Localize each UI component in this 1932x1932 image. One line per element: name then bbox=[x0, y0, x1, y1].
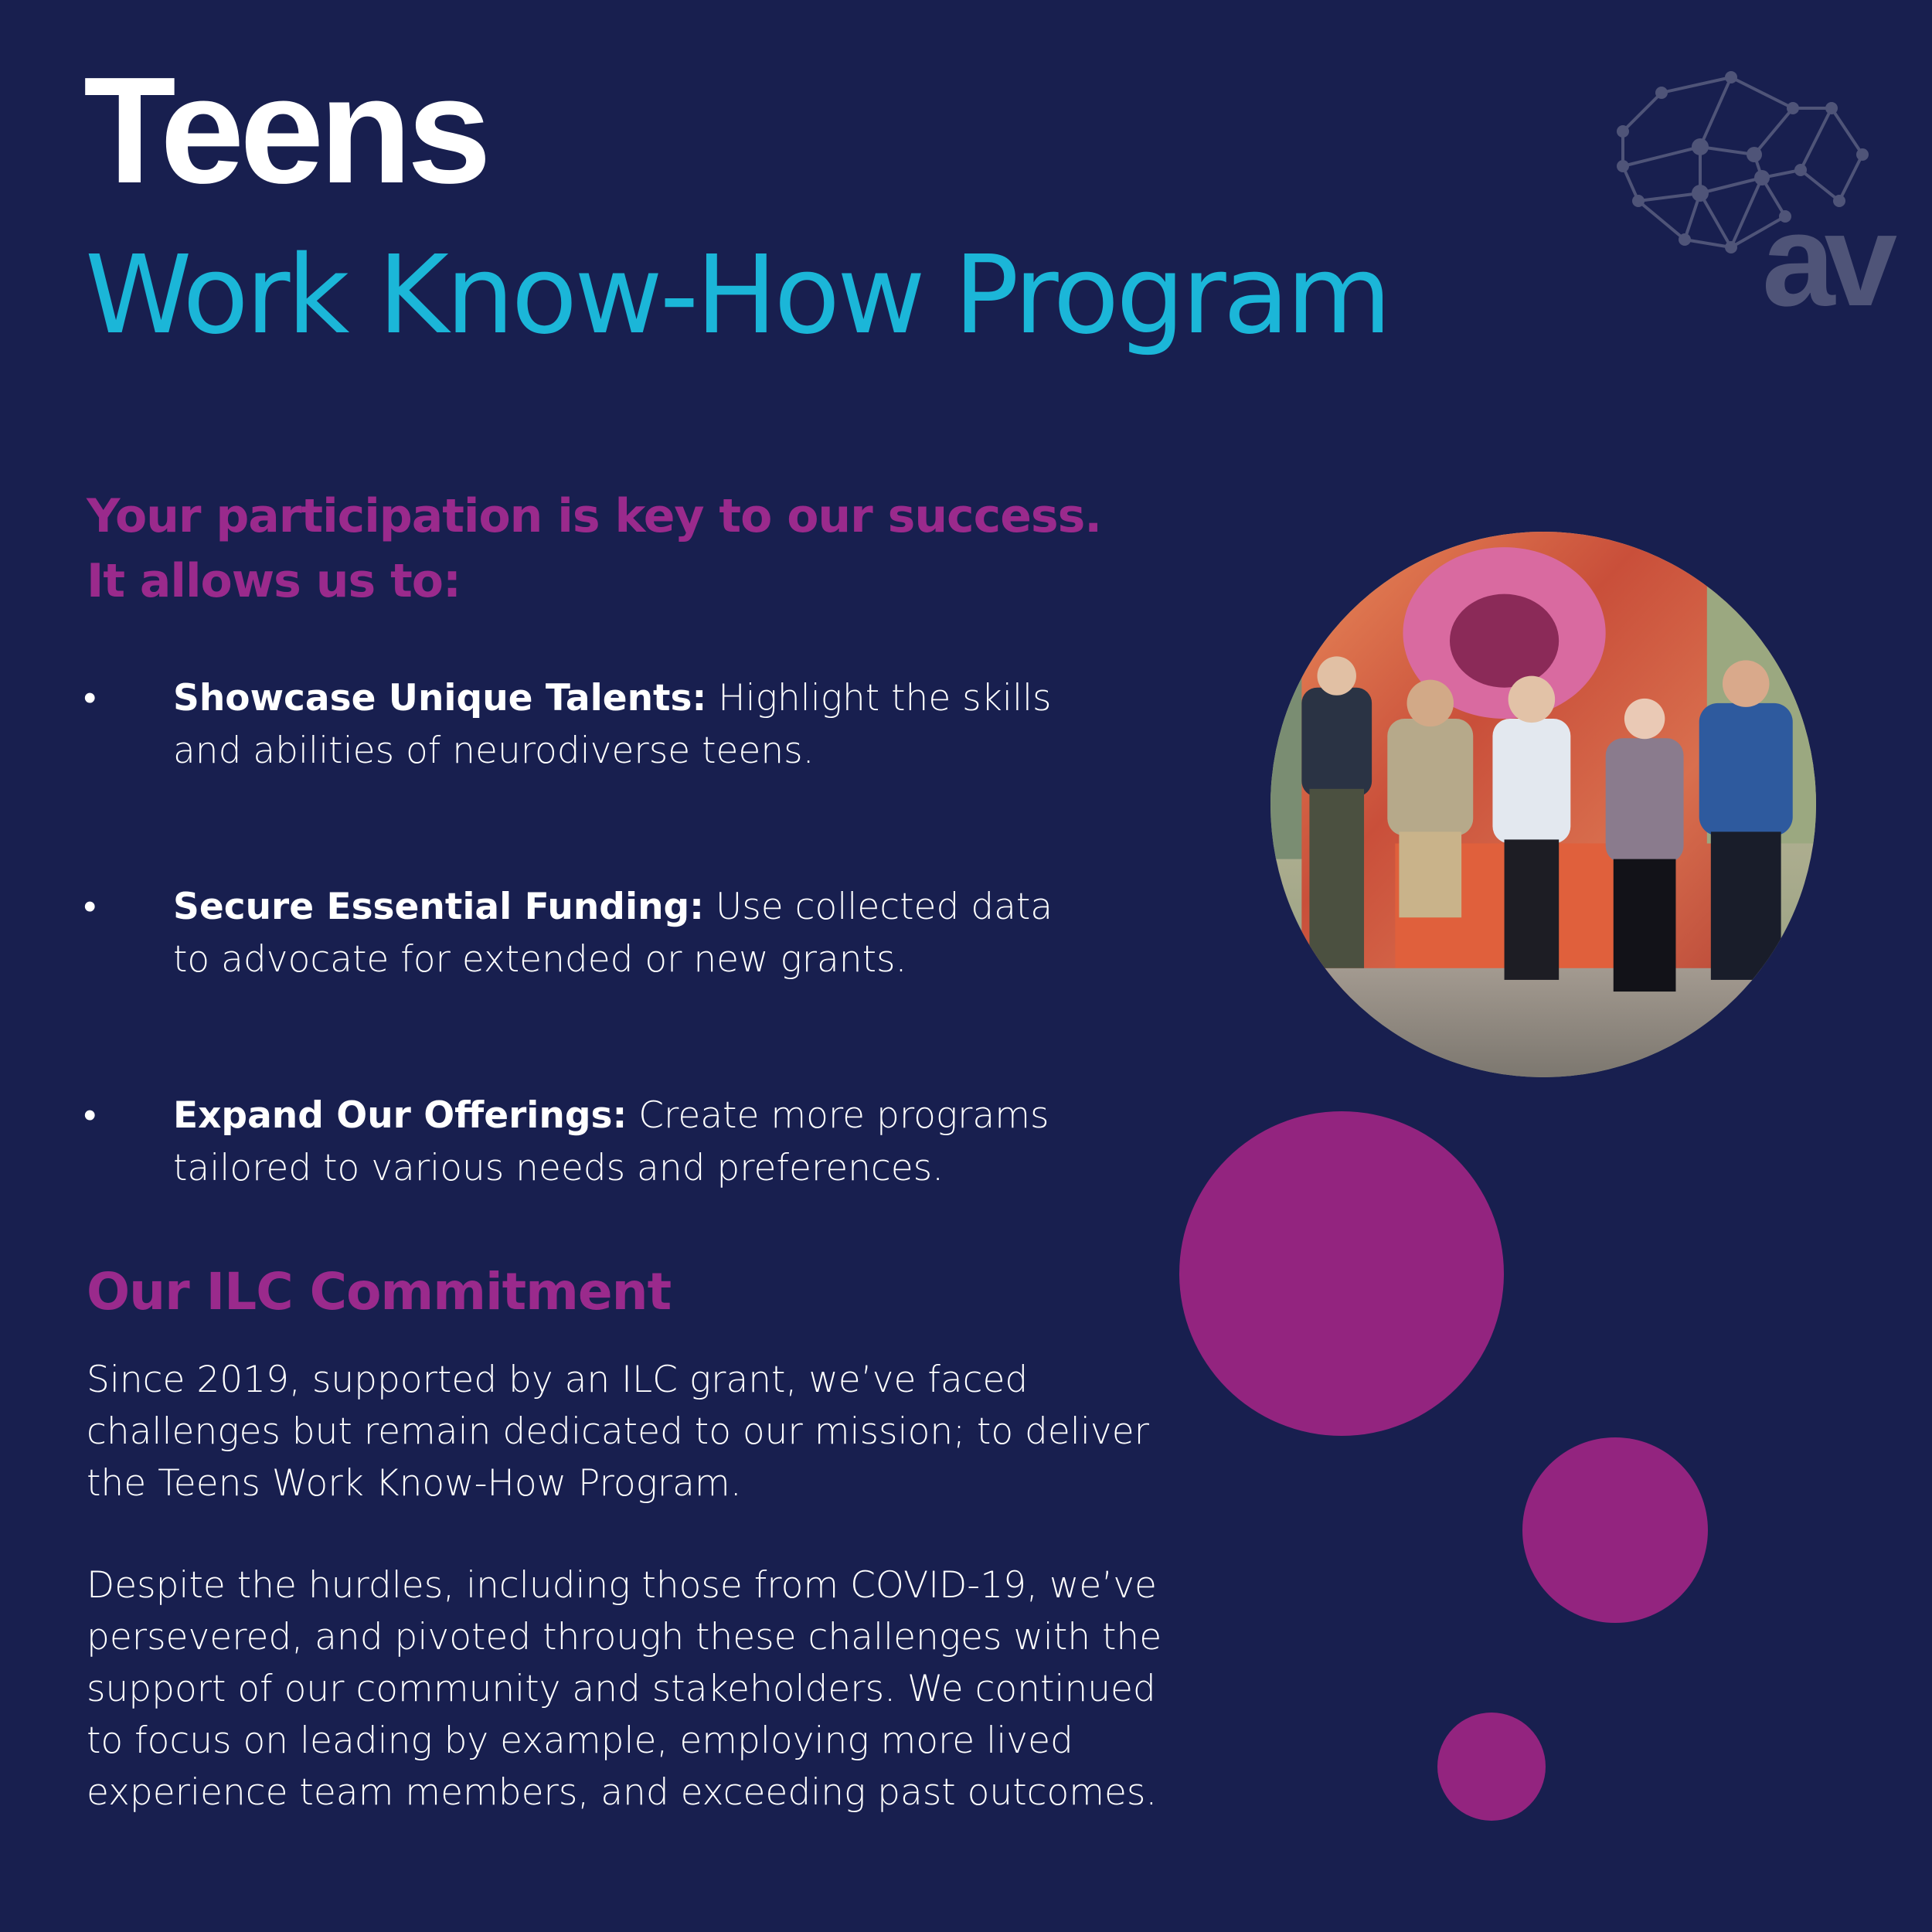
decorative-circle-small bbox=[1437, 1713, 1546, 1821]
intro-heading bbox=[87, 484, 1101, 614]
list-item bbox=[83, 672, 1052, 777]
paragraph-line: challenges but remain dedicated to our mission; to deliver bbox=[87, 1410, 1149, 1453]
bullet-text: Create more programs bbox=[627, 1094, 1049, 1137]
bullet-text: Highlight the skills bbox=[706, 677, 1052, 719]
commitment-paragraph-1 bbox=[87, 1354, 1168, 1509]
paragraph-line: the Teens Work Know-How Program. bbox=[87, 1462, 742, 1505]
bullet-lead: Showcase Unique Talents: bbox=[173, 677, 707, 719]
bullet-icon: • bbox=[83, 677, 97, 719]
decorative-circle-large bbox=[1179, 1111, 1504, 1436]
paragraph-line: Since 2019, supported by an ILC grant, we’ve faced bbox=[87, 1359, 1029, 1401]
benefits-list bbox=[83, 672, 1053, 1298]
bullet-icon: • bbox=[83, 1094, 97, 1137]
team-photo bbox=[1270, 532, 1816, 1077]
av-logo bbox=[1607, 62, 1917, 317]
commitment-paragraph-2 bbox=[87, 1560, 1168, 1818]
paragraph-line: persevered, and pivoted through these challenges with the bbox=[87, 1616, 1162, 1658]
intro-heading-line-1: Your participation is key to our success. bbox=[87, 489, 1102, 543]
list-item bbox=[83, 881, 1053, 986]
bullet-text: Use collected data bbox=[703, 886, 1053, 928]
bullet-lead: Expand Our Offerings: bbox=[173, 1094, 628, 1137]
paragraph-line: experience team members, and exceeding past outcomes. bbox=[87, 1771, 1158, 1814]
bullet-lead: Secure Essential Funding: bbox=[173, 886, 704, 928]
page-title: Teens bbox=[83, 46, 487, 215]
paragraph-line: support of our community and stakeholders. We continued bbox=[87, 1668, 1156, 1710]
logo-wordmark: av bbox=[1762, 187, 1887, 317]
list-item bbox=[83, 1090, 1049, 1195]
paragraph-line: Despite the hurdles, including those from COVID-19, we’ve bbox=[87, 1564, 1157, 1607]
bullet-text: tailored to various needs and preferences. bbox=[173, 1147, 944, 1189]
intro-heading-line-2: It allows us to: bbox=[87, 554, 461, 608]
decorative-circle-medium bbox=[1522, 1437, 1708, 1623]
bullet-icon: • bbox=[83, 886, 97, 928]
paragraph-line: to focus on leading by example, employing more lived bbox=[87, 1719, 1073, 1762]
page-subtitle: Work Know-How Program bbox=[85, 233, 1389, 359]
commitment-heading: Our ILC Commitment bbox=[87, 1262, 672, 1321]
bullet-text: and abilities of neurodiverse teens. bbox=[173, 730, 815, 772]
bullet-text: to advocate for extended or new grants. bbox=[173, 938, 907, 981]
